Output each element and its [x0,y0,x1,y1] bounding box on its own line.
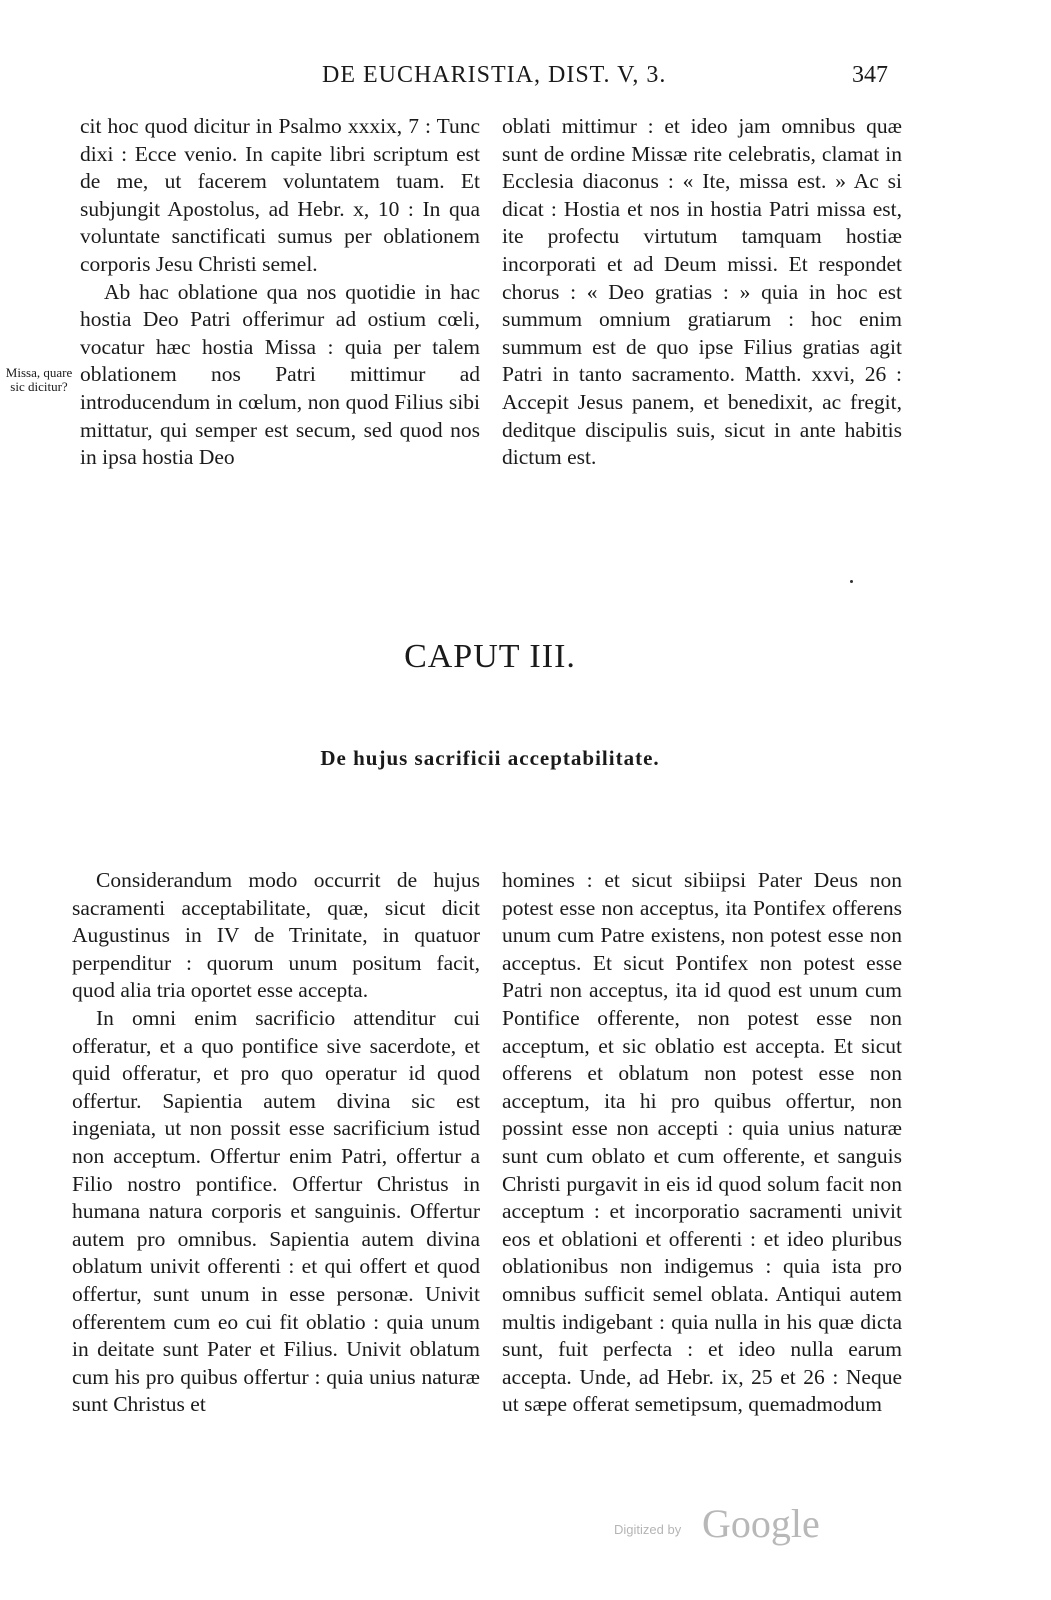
chapter-subtitle: De hujus sacrificii acceptabilitate. [320,746,660,770]
paragraph: In omni enim sacrificio attenditur cui offeratur, et a quo pontifice sive sacerdote, et quid offeratur, et pro quo operatur id quod offertur. Sapientia autem divina sic est ingeniata, ut non possit esse sacrificium istud non acceptum. Offertur enim Patri, offertur a Filio nostro pontifice. Offertur Christus in humana natura corporis et sanguinis. Offertur autem pro omnibus. Sapientia autem divina oblatum univit offerenti : et qui offert et quod offertur, sunt unum in esse personæ. Univit offerentem cum eo cui fit oblatio : quia unum in deitate sunt Pater et Filius. Univit oblatum cum his pro quibus offertur : quia unius naturæ sunt Christus et [72,1005,480,1417]
paragraph: Considerandum modo occurrit de hujus sacramenti acceptabilitate, quæ, sicut dicit Augustinus in IV de Trinitate, in quatuor perpenditur : quorum unum positum facit, quod alia tria oportet esse accepta. [72,868,480,1003]
bottom-right-column [502,867,902,1419]
page-header [0,62,1051,98]
google-logo: Google [702,1501,820,1546]
margin-note: Missa, quare sic dicitur? [5,365,73,394]
running-head: DE EUCHARISTIA, DIST. V, 3. [322,62,667,88]
top-left-column [80,113,480,472]
chapter-title: CAPUT III. [404,638,576,675]
top-right-column [502,113,902,472]
page-number: 347 [852,62,888,88]
watermark-prefix: Digitized by [614,1522,682,1537]
paragraph: homines : et sicut sibiipsi Pater Deus non potest esse non acceptus, ita Pontifex offerens unum cum Patre existens, non potest esse non acceptus. Et sicut Pontifex non potest esse Patri non acceptus, ita id quod est unum cum Pontifice offerente, non potest esse non acceptum, et sic oblatio est accepta. Et sicut offerens et oblatum non potest esse non acceptum, ita hi pro quibus offertur, non possint esse non accepti : quia unius naturæ sunt cum oblato et cum offerente, et sanguis Christi purgavit in eis id quod solum facit non acceptum : et incorporatio sacramenti univit eos et oblationi et offerenti : et ideo pluribus oblationibus non indigemus : quia ista pro omnibus sufficit semel oblata. Antiqui autem multis indigebant : quia nulla in his quæ dicta sunt, fuit perfecta : et ideo nulla earum accepta. Unde, ad Hebr. ix, 25 et 26 : Neque ut sæpe offerat semetipsum, quemadmodum [502,868,902,1417]
paragraph: Ab hac oblatione qua nos quotidie in hac hostia Deo Patri offerimur ad ostium cœli, vocatur hæc hostia Missa : quia per talem oblationem nos Patri mittimur ad introducendum in cœlum, non quod Filius sibi mittatur, qui semper est secum, sed quod nos in ipsa hostia Deo [80,279,480,470]
paragraph: cit hoc quod dicitur in Psalmo xxxix, 7 : Tunc dixi : Ecce venio. In capite libri scriptum est de me, ut facerem voluntatem tuam. Et subjungit Apostolus, ad Hebr. x, 10 : In qua voluntate sanctificati sumus per oblationem corporis Jesu Christi semel. [80,114,480,276]
bottom-left-column [72,867,480,1419]
print-speck [850,580,853,583]
paragraph: oblati mittimur : et ideo jam omnibus quæ sunt de ordine Missæ rite celebratis, clamat in Ecclesia diaconus : « Ite, missa est. » Ac si dicat : Hostia et nos in hostia Patri missa est, ite profectu virtutum tamquam hostiæ incorporati et ad Deum missi. Et respondet chorus : « Deo gratias : » quia in hoc est summum omnium gratiarum : hoc enim summum est de quo ipse Filius gratias agit Patri in tanto sacramento. Matth. xxvi, 26 : Accepit Jesus panem, et benedixit, ac fregit, deditque discipulis suis, sicut in ante habitis dictum est. [502,114,902,470]
